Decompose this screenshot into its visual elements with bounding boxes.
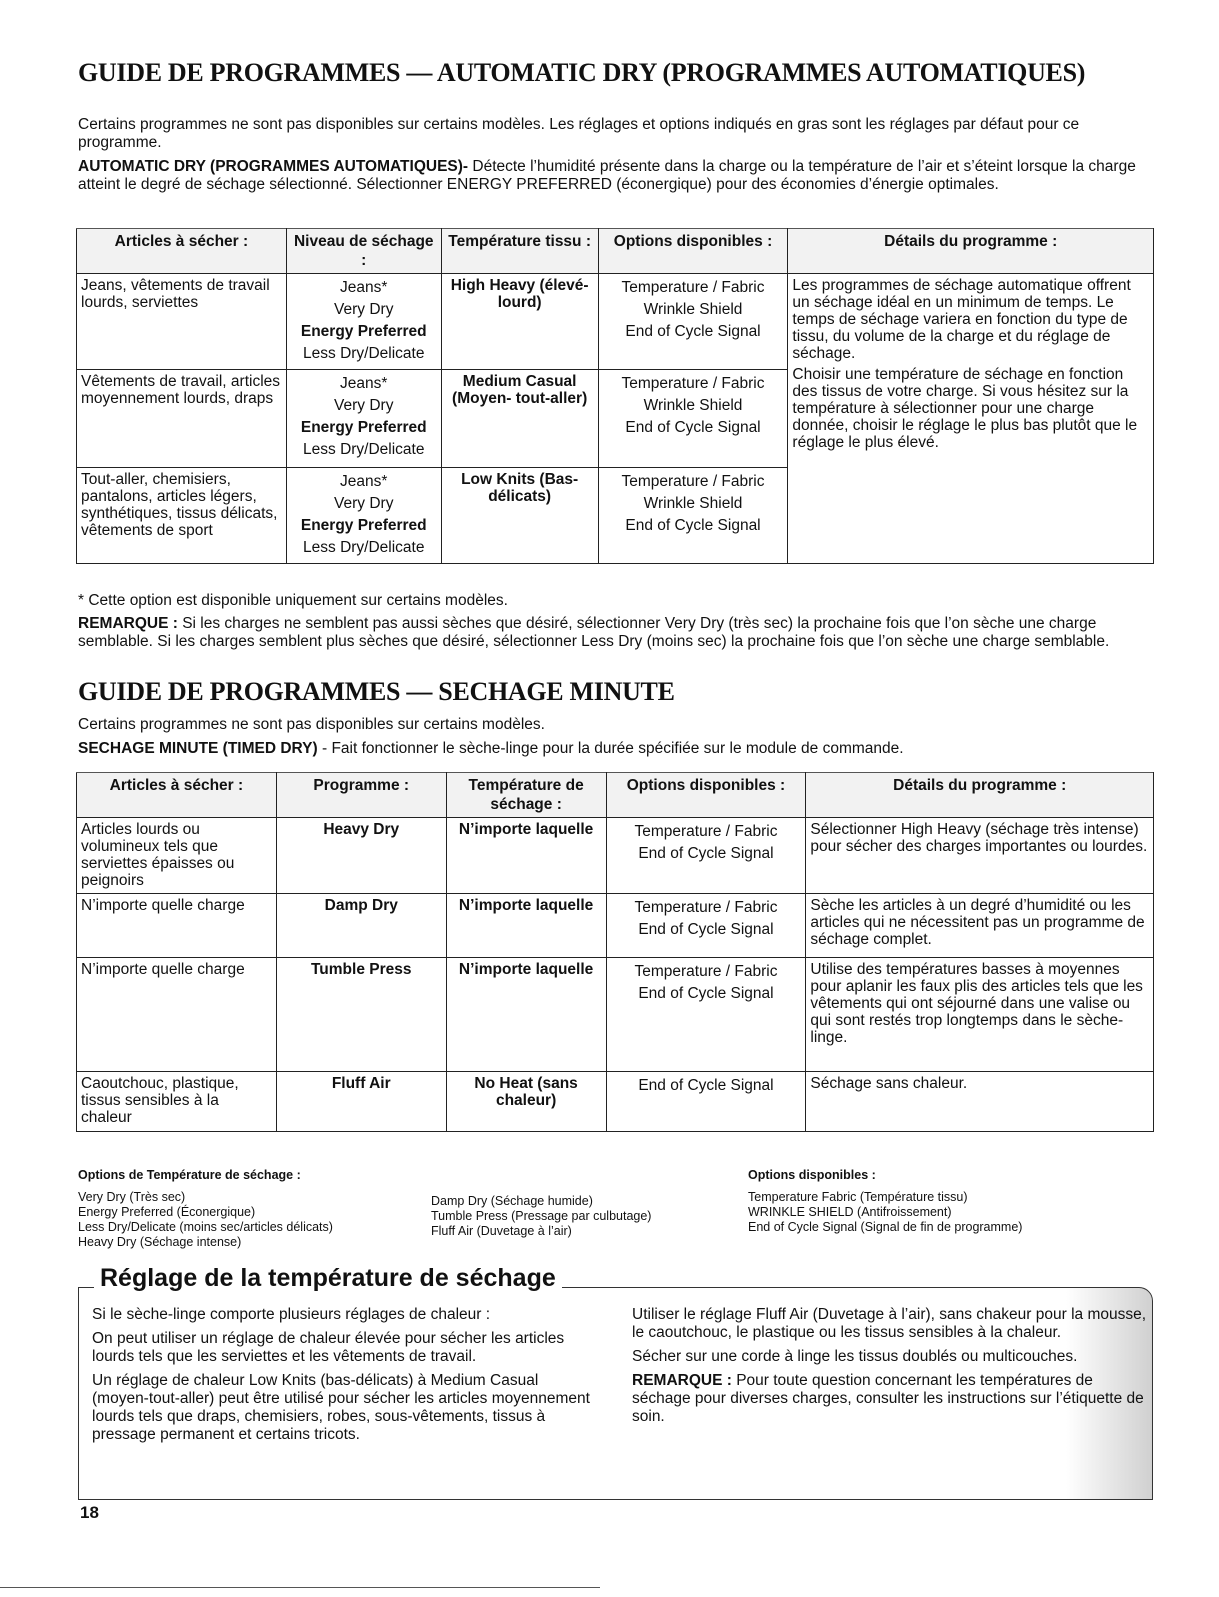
option-item: End of Cycle Signal	[638, 985, 774, 1002]
cell-details: Utilise des températures basses à moyennes pour aplanir les faux plis des articles tels que les vêtements qui ont séjourné dans une valise ou qui sont restés trop longtemps dans le sèche-linge.	[806, 958, 1154, 1072]
panel-paragraph: Utiliser le réglage Fluff Air (Duvetage à l’air), sans chakeur pour la mousse, le caoutchouc, le plastique ou les tissus sensibles à la chaleur.	[632, 1306, 1147, 1341]
level-item: Jeans*	[340, 279, 388, 296]
cell-options	[606, 958, 806, 1072]
cell-temperature: No Heat (sans chaleur)	[446, 1072, 606, 1132]
cell-temperature: High Heavy (élevé-lourd)	[441, 274, 598, 370]
cell-levels	[286, 274, 441, 370]
footnote: * Cette option est disponible uniquement sur certains modèles.	[78, 592, 508, 609]
list-item: Fluff Air (Duvetage à l’air)	[431, 1224, 572, 1238]
panel-title: Réglage de la température de séchage	[94, 1264, 562, 1293]
table-row	[77, 894, 1154, 958]
header-details: Détails du programme :	[806, 773, 1154, 818]
cell-articles: Vêtements de travail, articles moyennement lourds, draps	[77, 370, 287, 468]
panel-right-column	[632, 1306, 1147, 1432]
section1-intro	[78, 116, 1153, 152]
cell-articles: Tout-aller, chemisiers, pantalons, articles légers, synthétiques, tissus délicats, vêtements de sport	[77, 468, 287, 564]
header-dry-level: Niveau de séchage :	[286, 229, 441, 274]
header-options: Options disponibles :	[606, 773, 806, 818]
list-item: Temperature Fabric (Température tissu)	[748, 1190, 968, 1204]
cell-details: Sèche les articles à un degré d’humidité ou les articles qui ne nécessitent pas un programme de séchage complet.	[806, 894, 1154, 958]
cell-temperature: Low Knits (Bas-délicats)	[441, 468, 598, 564]
cell-articles: Jeans, vêtements de travail lourds, serviettes	[77, 274, 287, 370]
timed-dry-text: - Fait fonctionner le sèche-linge pour la durée spécifiée sur le module de commande.	[317, 740, 904, 757]
temp-options-list-2	[431, 1194, 651, 1239]
cell-options	[606, 894, 806, 958]
option-item: End of Cycle Signal	[625, 323, 761, 340]
option-item: Temperature / Fabric	[634, 823, 778, 840]
remark-text: Si les charges ne semblent pas aussi sèches que désiré, sélectionner Very Dry (très sec) la prochaine fois que l’on sèche une charge semblable. Si les charges semblent plus sèches que désiré, sélectionner Less Dry (moins sec) la prochaine fois que l’on sèche une charge semblable.	[78, 615, 1110, 650]
cell-options	[598, 370, 788, 468]
cell-program: Heavy Dry	[276, 818, 446, 894]
header-fabric-temp: Température tissu :	[441, 229, 598, 274]
panel-remark	[632, 1372, 1147, 1426]
automatic-dry-label: AUTOMATIC DRY (PROGRAMMES AUTOMATIQUES)-	[78, 158, 469, 175]
option-item: End of Cycle Signal	[638, 845, 774, 862]
cell-program: Damp Dry	[276, 894, 446, 958]
automatic-dry-table	[76, 228, 1154, 564]
automatic-dry-description	[78, 158, 1153, 194]
level-item: Very Dry	[334, 397, 394, 414]
level-item: Very Dry	[334, 301, 394, 318]
cell-temperature: N’importe laquelle	[446, 958, 606, 1072]
option-item: End of Cycle Signal	[625, 419, 761, 436]
panel-paragraph: Si le sèche-linge comporte plusieurs réglages de chaleur :	[92, 1306, 491, 1323]
cell-options	[606, 818, 806, 894]
cell-options	[606, 1072, 806, 1132]
level-item: Less Dry/Delicate	[303, 345, 425, 362]
level-item-default: Energy Preferred	[300, 517, 427, 534]
panel-left-column	[92, 1306, 592, 1450]
header-articles: Articles à sécher :	[77, 773, 277, 818]
timed-dry-table	[76, 772, 1154, 1132]
cell-program-details	[788, 274, 1154, 564]
header-details: Détails du programme :	[788, 229, 1154, 274]
automatic-dry-text: Détecte l’humidité présente dans la charge ou la température de l’air et s’éteint lorsque la charge atteint le degré de séchage sélectionné. Sélectionner ENERGY PREFERRED (éconergique) pour des économies d’énergie optimales.	[78, 158, 1136, 193]
cell-articles: N’importe quelle charge	[77, 894, 277, 958]
cell-options	[598, 274, 788, 370]
level-item: Jeans*	[340, 375, 388, 392]
section-title-automatic-dry: GUIDE DE PROGRAMMES — AUTOMATIC DRY (PROGRAMMES AUTOMATIQUES)	[78, 58, 1086, 87]
level-item: Less Dry/Delicate	[303, 539, 425, 556]
cell-temperature: N’importe laquelle	[446, 894, 606, 958]
header-options: Options disponibles :	[598, 229, 788, 274]
cell-details: Sélectionner High Heavy (séchage très intense) pour sécher des charges importantes ou lourdes.	[806, 818, 1154, 894]
option-item: End of Cycle Signal	[638, 921, 774, 938]
temp-options-title: Options de Température de séchage :	[78, 1168, 301, 1182]
remark-section1	[78, 615, 1153, 651]
panel-paragraph: Sécher sur une corde à linge les tissus doublés ou multicouches.	[632, 1348, 1078, 1365]
page-number: 18	[80, 1503, 99, 1522]
option-item: Temperature / Fabric	[621, 375, 765, 392]
available-options-list	[748, 1190, 1022, 1235]
cell-temperature: N’importe laquelle	[446, 818, 606, 894]
cell-articles: Caoutchouc, plastique, tissus sensibles à la chaleur	[77, 1072, 277, 1132]
option-item: Wrinkle Shield	[643, 495, 743, 512]
list-item: Tumble Press (Pressage par culbutage)	[431, 1209, 652, 1223]
timed-dry-label: SECHAGE MINUTE (TIMED DRY)	[78, 740, 318, 757]
level-item: Jeans*	[340, 473, 388, 490]
panel-remark-text: Pour toute question concernant les températures de séchage pour diverses charges, consulter les instructions sur l’étiquette de soin.	[632, 1372, 1144, 1425]
available-options-title: Options disponibles :	[748, 1168, 876, 1182]
option-item: Temperature / Fabric	[634, 963, 778, 980]
section2-intro: Certains programmes ne sont pas disponibles sur certains modèles.	[78, 716, 545, 733]
option-item: End of Cycle Signal	[625, 517, 761, 534]
table-row	[77, 274, 1154, 370]
cell-levels	[286, 468, 441, 564]
header-articles: Articles à sécher :	[77, 229, 287, 274]
panel-paragraph: On peut utiliser un réglage de chaleur élevée pour sécher les articles lourds tels que les serviettes et les vêtements de travail.	[92, 1330, 565, 1365]
level-item-default: Energy Preferred	[300, 323, 427, 340]
list-item: Less Dry/Delicate (moins sec/articles délicats)	[78, 1220, 333, 1234]
option-item: Temperature / Fabric	[621, 473, 765, 490]
header-dry-temp: Température de séchage :	[446, 773, 606, 818]
section1-intro-text: Certains programmes ne sont pas disponibles sur certains modèles. Les réglages et options indiqués en gras sont les réglages par défaut pour ce programme.	[78, 116, 1080, 151]
timed-dry-description	[78, 740, 1153, 758]
remark-label: REMARQUE :	[78, 615, 178, 632]
level-item-default: Energy Preferred	[300, 419, 427, 436]
divider	[0, 1587, 600, 1588]
table-row	[77, 958, 1154, 1072]
list-item: WRINKLE SHIELD (Antifroissement)	[748, 1205, 952, 1219]
option-item: Temperature / Fabric	[621, 279, 765, 296]
option-item: End of Cycle Signal	[638, 1077, 774, 1094]
level-item: Very Dry	[334, 495, 394, 512]
table-header-row	[77, 773, 1154, 818]
panel-paragraph: Un réglage de chaleur Low Knits (bas-délicats) à Medium Casual (moyen-tout-aller) peut être utilisé pour sécher les articles moyennement lourds tels que draps, chemisiers, robes, sous-vêtements, tissus à pressage permanent et certains tricots.	[92, 1372, 590, 1443]
panel-remark-label: REMARQUE :	[632, 1372, 732, 1389]
list-item: Damp Dry (Séchage humide)	[431, 1194, 593, 1208]
details-paragraph: Choisir une température de séchage en fonction des tissus de votre charge. Si vous hésitez sur la température à sélectionner pour une charge donnée, choisir le réglage le plus bas plutôt que le réglage le plus élevé.	[792, 366, 1138, 451]
cell-articles: N’importe quelle charge	[77, 958, 277, 1072]
table-header-row	[77, 229, 1154, 274]
cell-options	[598, 468, 788, 564]
table-row	[77, 1072, 1154, 1132]
cell-details: Séchage sans chaleur.	[806, 1072, 1154, 1132]
cell-temperature: Medium Casual (Moyen- tout-aller)	[441, 370, 598, 468]
list-item: End of Cycle Signal (Signal de fin de programme)	[748, 1220, 1023, 1234]
list-item: Very Dry (Très sec)	[78, 1190, 186, 1204]
level-item: Less Dry/Delicate	[303, 441, 425, 458]
details-paragraph: Les programmes de séchage automatique offrent un séchage idéal en un minimum de temps. Le temps de séchage variera en fonction du type de tissu, du volume de la charge et du réglage de séchage.	[792, 277, 1131, 362]
option-item: Wrinkle Shield	[643, 397, 743, 414]
cell-articles: Articles lourds ou volumineux tels que serviettes épaisses ou peignoirs	[77, 818, 277, 894]
cell-program: Tumble Press	[276, 958, 446, 1072]
option-item: Wrinkle Shield	[643, 301, 743, 318]
list-item: Energy Preferred (Éconergique)	[78, 1205, 256, 1219]
section-title-timed-dry: GUIDE DE PROGRAMMES — SECHAGE MINUTE	[78, 677, 675, 706]
header-program: Programme :	[276, 773, 446, 818]
cell-program: Fluff Air	[276, 1072, 446, 1132]
cell-levels	[286, 370, 441, 468]
list-item: Heavy Dry (Séchage intense)	[78, 1235, 242, 1249]
temp-options-list-1	[78, 1190, 333, 1250]
option-item: Temperature / Fabric	[634, 899, 778, 916]
table-row	[77, 818, 1154, 894]
